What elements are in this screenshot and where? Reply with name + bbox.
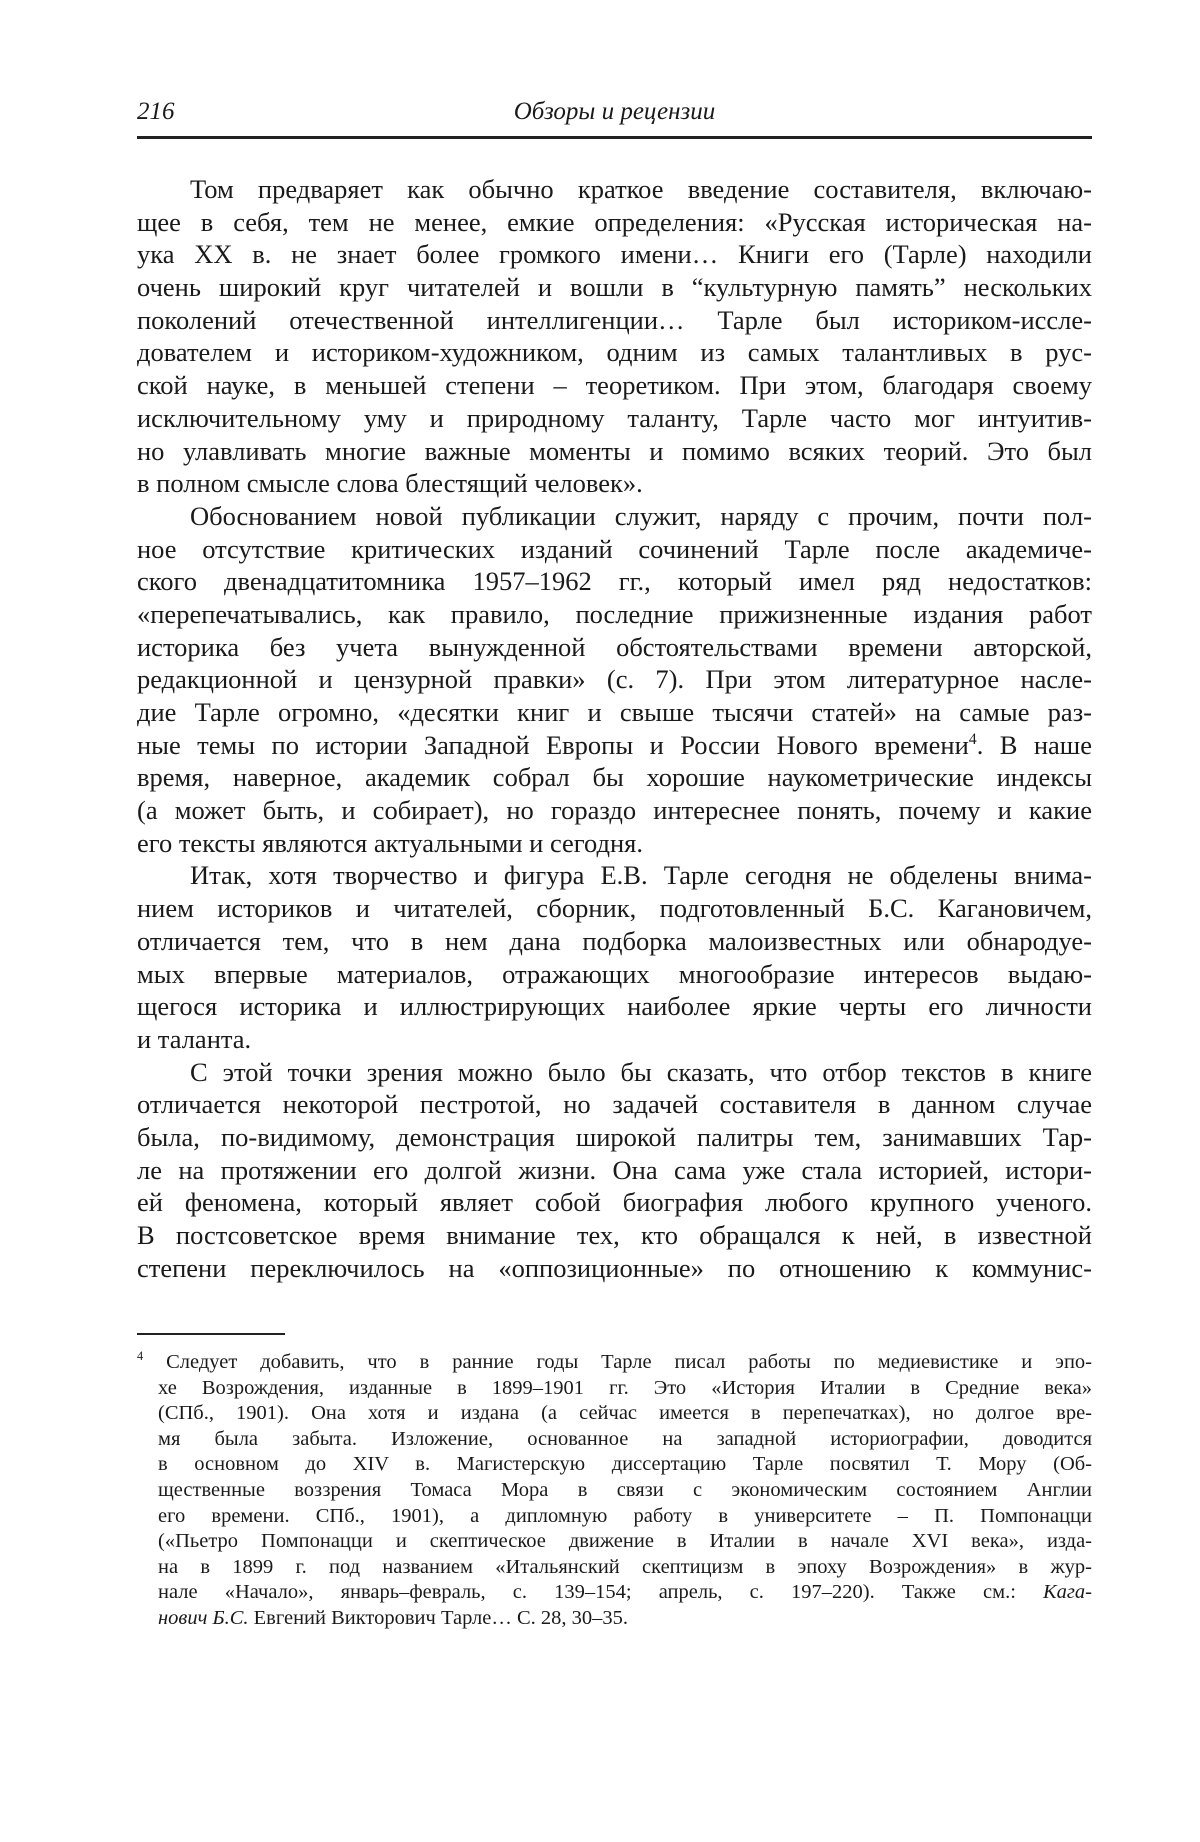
text-line: мых впервые материалов, отражающих многообразие интересов выдаю- <box>137 958 1092 991</box>
text-line: С этой точки зрения можно было бы сказать, что отбор текстов в книге <box>137 1056 1092 1089</box>
footnote-line <box>137 1580 1092 1606</box>
paragraph <box>137 859 1092 1055</box>
text-line: щее в себя, тем не менее, емкие определения: «Русская историческая на- <box>137 206 1092 239</box>
text-segment: Евгений Викторович Тарле… С. 28, 30–35. <box>249 1607 629 1629</box>
text-segment: ные темы по истории Западной Европы и России Нового времени <box>137 730 969 760</box>
text-line <box>137 729 1092 762</box>
header-rule <box>137 136 1092 139</box>
text-line: редакционной и цензурной правки» (с. 7). При этом литературное насле- <box>137 663 1092 696</box>
paragraph <box>137 500 1092 860</box>
paragraph <box>137 1056 1092 1285</box>
text-line: ей феномена, который являет собой биография любого крупного ученого. <box>137 1186 1092 1219</box>
text-line: поколений отечественной интеллигенции… Тарле был историком-иссле- <box>137 304 1092 337</box>
page-number: 216 <box>137 98 175 126</box>
section-title: Обзоры и рецензии <box>137 98 1092 126</box>
text-segment: нале «Начало», январь–февраль, с. 139–154; апрель, с. 197–220). Также см.: <box>158 1581 1043 1603</box>
text-line: степени переключилось на «оппозиционные» по отношению к коммунис- <box>137 1252 1092 1285</box>
body-text <box>137 173 1092 1284</box>
text-line: В постсоветское время внимание тех, кто обращался к ней, в известной <box>137 1219 1092 1252</box>
text-line: дователем и историком-художником, одним из самых талантливых в рус- <box>137 336 1092 369</box>
text-segment: Следует добавить, что в ранние годы Тарле писал работы по медиевистике и эпо- <box>166 1351 1092 1373</box>
text-line: отличается некоторой пестротой, но задачей составителя в данном случае <box>137 1088 1092 1121</box>
footnote-line: его времени. СПб., 1901), а дипломную работу в университете – П. Помпонацци <box>137 1504 1092 1530</box>
footnote-marker: 4 <box>137 1349 143 1363</box>
paragraph <box>137 173 1092 500</box>
text-line: время, наверное, академик собрал бы хорошие наукометрические индексы <box>137 761 1092 794</box>
footnote-line: на в 1899 г. под названием «Итальянский скептицизм в эпоху Возрождения» в жур- <box>137 1555 1092 1581</box>
text-line: дие Тарле огромно, «десятки книг и свыше тысячи статей» на самые раз- <box>137 696 1092 729</box>
footnote-line: щественные воззрения Томаса Мора в связи с экономическим состоянием Англии <box>137 1478 1092 1504</box>
text-line: очень широкий круг читателей и вошли в “культурную память” нескольких <box>137 271 1092 304</box>
text-line: Том предваряет как обычно краткое введение составителя, включаю- <box>137 173 1092 206</box>
running-header <box>137 98 1092 132</box>
footnote-line: мя была забыта. Изложение, основанное на западной историографии, доводится <box>137 1427 1092 1453</box>
text-line: историка без учета вынужденной обстоятельствами времени авторской, <box>137 631 1092 664</box>
footnote-line: (СПб., 1901). Она хотя и издана (а сейчас имеется в перепечатках), но долгое вре- <box>137 1401 1092 1427</box>
footnote-line <box>137 1606 1092 1632</box>
text-segment: Кага- <box>1043 1581 1092 1603</box>
text-line: его тексты являются актуальными и сегодня. <box>137 827 1092 860</box>
text-segment: . В наше <box>977 730 1092 760</box>
text-segment: нович Б.С. <box>158 1607 249 1629</box>
text-line: «перепечатывались, как правило, последние прижизненные издания работ <box>137 598 1092 631</box>
text-line: и таланта. <box>137 1023 1092 1056</box>
text-line: исключительному уму и природному таланту, Тарле часто мог интуитив- <box>137 402 1092 435</box>
footnote-rule <box>137 1333 285 1335</box>
text-line: нием историков и читателей, сборник, подготовленный Б.С. Кагановичем, <box>137 892 1092 925</box>
text-line: Обоснованием новой публикации служит, наряду с прочим, почти пол- <box>137 500 1092 533</box>
footnote-line: хе Возрождения, изданные в 1899–1901 гг. Это «История Италии в Средние века» <box>137 1376 1092 1402</box>
footnote-line: в основном до XIV в. Магистерскую диссертацию Тарле посвятил Т. Мору (Об- <box>137 1452 1092 1478</box>
text-line: ное отсутствие критических изданий сочинений Тарле после академиче- <box>137 533 1092 566</box>
footnote <box>137 1350 1092 1632</box>
text-line: ука XX в. не знает более громкого имени… Книги его (Тарле) находили <box>137 238 1092 271</box>
text-line: ского двенадцатитомника 1957–1962 гг., который имел ряд недостатков: <box>137 565 1092 598</box>
text-line: отличается тем, что в нем дана подборка малоизвестных или обнародуе- <box>137 925 1092 958</box>
footnote-line <box>137 1350 1092 1376</box>
text-line: Итак, хотя творчество и фигура Е.В. Тарле сегодня не обделены внима- <box>137 859 1092 892</box>
footnote-line: («Пьетро Помпонацци и скептическое движение в Италии в начале XVI века», изда- <box>137 1529 1092 1555</box>
text-line: ле на протяжении его долгой жизни. Она сама уже стала историей, истори- <box>137 1154 1092 1187</box>
text-line: щегося историка и иллюстрирующих наиболее яркие черты его личности <box>137 990 1092 1023</box>
text-line: была, по-видимому, демонстрация широкой палитры тем, занимавших Тар- <box>137 1121 1092 1154</box>
footnote-ref: 4 <box>969 731 977 748</box>
text-line: (а может быть, и собирает), но гораздо интереснее понять, почему и какие <box>137 794 1092 827</box>
text-line: в полном смысле слова блестящий человек». <box>137 467 1092 500</box>
text-line: но улавливать многие важные моменты и помимо всяких теорий. Это был <box>137 435 1092 468</box>
text-line: ской науке, в меньшей степени – теоретиком. При этом, благодаря своему <box>137 369 1092 402</box>
